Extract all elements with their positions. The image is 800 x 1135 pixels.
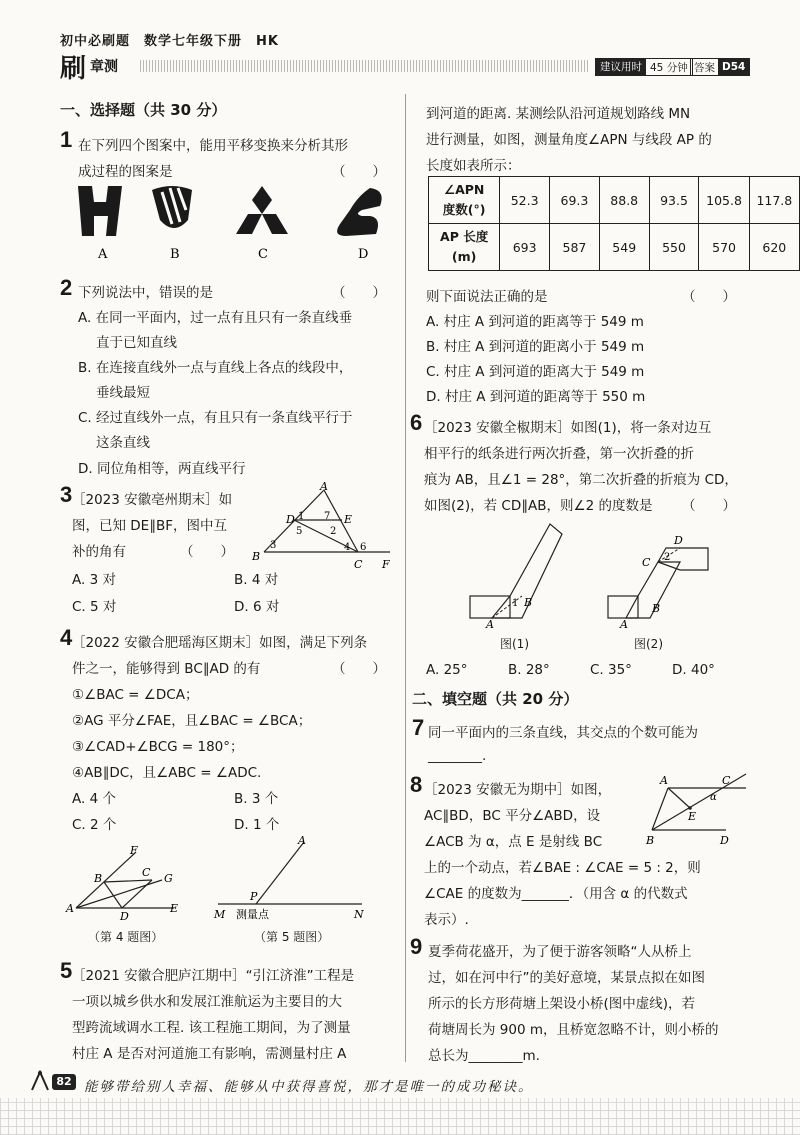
point-label: C xyxy=(722,774,731,787)
option-text: C. 经过直线外一点，有且只有一条直线平行于 xyxy=(78,410,353,426)
answer-paren: （ ） xyxy=(682,498,736,514)
footer-grid xyxy=(0,1098,800,1135)
option-text: B. 3 个 xyxy=(234,791,279,807)
point-label: D xyxy=(674,534,683,547)
question-text: 在下列四个图案中，能用平移变换来分析其形 xyxy=(78,138,348,154)
figure-caption: （第 5 题图） xyxy=(254,930,330,944)
point-caption: 测量点 xyxy=(236,908,269,920)
table-header-cell xyxy=(429,177,500,224)
option-text: C. 5 对 xyxy=(72,599,117,615)
pattern-label: D xyxy=(358,247,369,262)
point-label: E xyxy=(344,513,353,526)
angle-label: 1 xyxy=(512,598,519,609)
question-text: 进行测量，如图，测量角度∠APN 与线段 AP 的 xyxy=(426,132,712,148)
pattern-d-icon xyxy=(337,188,382,236)
question-text: 村庄 A 是否对河道施工有影响，需测量村庄 A xyxy=(72,1046,347,1062)
point-label: A xyxy=(66,902,74,915)
table-header-line: AP 长度 xyxy=(440,229,489,244)
measurement-table xyxy=(428,176,800,271)
question-text: 总长为________m. xyxy=(428,1048,540,1064)
option-text: 直于已知直线 xyxy=(96,335,177,351)
question-number: 7 xyxy=(412,715,425,740)
point-label: E xyxy=(688,810,697,823)
answer-ref-label: 答案 xyxy=(694,61,715,74)
question-text: 一项以城乡供水和发展江淮航运为主要目的大 xyxy=(72,994,342,1010)
answer-paren: （ ） xyxy=(682,289,736,305)
question-number: 5 xyxy=(60,958,73,983)
table-cell: 69.3 xyxy=(550,177,600,224)
point-label: A xyxy=(620,618,628,630)
pattern-label: C xyxy=(258,247,268,262)
question-number: 3 xyxy=(60,482,73,507)
question-number: 9 xyxy=(410,934,423,959)
section-subtitle: 章测 xyxy=(90,59,118,75)
table-cell: 570 xyxy=(699,224,749,271)
question-text: 到河道的距离. 某测绘队沿河道规划路线 MN xyxy=(426,106,691,122)
pattern-label: A xyxy=(98,247,108,262)
condition-text: ①∠BAC = ∠DCA； xyxy=(72,687,199,703)
option-text: D. 同位角相等，两直线平行 xyxy=(78,461,246,477)
blank-line: ________. xyxy=(428,748,487,764)
point-label: A xyxy=(486,618,494,630)
point-label: A xyxy=(298,834,306,847)
option-text: A. 25° xyxy=(426,662,468,678)
question-text: 上的一个动点，若∠BAE : ∠CAE = 5 : 2，则 xyxy=(424,860,701,876)
option-text: 垂线最短 xyxy=(96,385,150,401)
point-label: C xyxy=(142,866,151,879)
option-text: D. 6 对 xyxy=(234,599,280,615)
question-text: 表示）. xyxy=(424,912,469,928)
pattern-label: B xyxy=(170,247,180,262)
q3-figure xyxy=(250,480,400,572)
angle-label: 5 xyxy=(296,526,303,537)
angle-label: 4 xyxy=(344,542,351,553)
option-text: 这条直线 xyxy=(96,435,150,451)
option-text: A. 4 个 xyxy=(72,791,116,807)
question-text: 如图(2)，若 CD∥AB，则∠2 的度数是 xyxy=(424,498,653,514)
answer-paren: （ ） xyxy=(332,285,386,301)
question-text: 同一平面内的三条直线，其交点的个数可能为 xyxy=(428,725,698,741)
option-text: A. 村庄 A 到河道的距离等于 549 m xyxy=(426,314,644,330)
angle-label: 1 xyxy=(298,511,305,522)
point-label: B xyxy=(94,872,103,885)
answer-paren: （ ） xyxy=(180,544,234,560)
question-text: 补的角有 xyxy=(72,544,126,560)
angle-label: 2 xyxy=(664,552,671,563)
table-cell: 117.8 xyxy=(749,177,799,224)
question-number: 8 xyxy=(410,772,423,797)
question-text: AC∥BD，BC 平分∠ABD，设 xyxy=(424,808,601,824)
table-cell: 549 xyxy=(599,224,649,271)
pattern-a-icon xyxy=(78,186,122,236)
point-label: D xyxy=(720,834,729,846)
answer-paren: （ ） xyxy=(332,164,386,180)
section-logo: 刷 xyxy=(60,54,87,84)
q6-figures xyxy=(452,520,752,630)
option-text: C. 2 个 xyxy=(72,817,117,833)
point-label: B xyxy=(524,596,533,609)
answer-ref-page: D54 xyxy=(718,59,749,75)
point-label: D xyxy=(286,513,295,526)
table-header-line: 度数(°) xyxy=(442,202,486,217)
option-text: B. 28° xyxy=(508,662,550,678)
angle-label: 6 xyxy=(360,542,367,553)
table-row xyxy=(429,177,800,224)
point-label: F xyxy=(382,558,390,571)
answer-paren: （ ） xyxy=(332,661,386,677)
angle-label: 7 xyxy=(324,511,331,522)
table-cell: 93.5 xyxy=(649,177,699,224)
suggested-time-box xyxy=(595,58,693,76)
point-label: P xyxy=(250,890,258,903)
question-text: 夏季荷花盛开，为了便于游客领略“人从桥上 xyxy=(428,944,692,960)
answer-ref-box xyxy=(690,58,750,76)
point-label: A xyxy=(660,774,668,787)
table-header-cell xyxy=(429,224,500,271)
condition-text: ③∠CAD+∠BCG = 180°； xyxy=(72,739,244,755)
table-row xyxy=(429,224,800,271)
question-text: 所示的长方形荷塘上架设小桥(图中虚线)，若 xyxy=(428,996,696,1012)
suggested-time-value: 45 分钟 xyxy=(650,61,688,74)
question-number: 4 xyxy=(60,625,73,650)
footer-motto: 能够带给别人幸福、能够从中获得喜悦，那才是唯一的成功秘诀。 xyxy=(84,1079,534,1095)
q1-patterns xyxy=(70,180,400,262)
option-text: D. 村庄 A 到河道的距离等于 550 m xyxy=(426,389,646,405)
option-text: B. 村庄 A 到河道的距离小于 549 m xyxy=(426,339,645,355)
column-divider xyxy=(405,94,406,1062)
question-text: 图，已知 DE∥BF，图中互 xyxy=(72,518,227,534)
question-text: 成过程的图案是 xyxy=(78,164,173,180)
suggested-time-label: 建议用时 xyxy=(596,59,646,75)
point-label: C xyxy=(642,556,651,569)
option-text: C. 35° xyxy=(590,662,632,678)
point-label: D xyxy=(120,910,129,922)
q4-figure xyxy=(64,842,194,922)
question-text: ∠ACB 为 α，点 E 是射线 BC xyxy=(424,834,603,850)
question-text: 则下面说法正确的是 xyxy=(426,289,548,305)
point-label: M xyxy=(214,908,226,920)
table-cell: 620 xyxy=(749,224,799,271)
figure-caption: （第 4 题图） xyxy=(88,930,164,944)
point-label: F xyxy=(130,844,138,857)
question-text: 相平行的纸条进行两次折叠，第一次折叠的折 xyxy=(424,446,694,462)
question-text: ［2023 安徽亳州期末］如 xyxy=(72,492,233,508)
point-label: E xyxy=(170,902,179,915)
question-text: ［2023 安徽无为期中］如图， xyxy=(424,782,612,798)
option-text: D. 1 个 xyxy=(234,817,280,833)
question-text: 荷塘周长为 900 m，且桥宽忽略不计，则小桥的 xyxy=(428,1022,719,1038)
table-cell: 693 xyxy=(500,224,550,271)
pattern-c-icon xyxy=(236,186,288,234)
question-text: ［2022 安徽合肥瑶海区期末］如图，满足下列条 xyxy=(72,635,368,651)
angle-label: 3 xyxy=(270,540,277,551)
point-label: G xyxy=(164,872,173,885)
condition-text: ②AG 平分∠FAE，且∠BAC = ∠BCA； xyxy=(72,713,312,729)
option-text: B. 在连接直线外一点与直线上各点的线段中， xyxy=(78,360,353,376)
point-label: B xyxy=(252,550,261,563)
figure-caption: 图(2) xyxy=(634,637,663,651)
question-text: 过，如在河中行”的美好意境，某景点拟在如图 xyxy=(428,970,705,986)
table-header-line: (m) xyxy=(451,249,477,264)
question-text: 下列说法中，错误的是 xyxy=(78,285,213,301)
point-label: N xyxy=(354,908,364,920)
table-cell: 550 xyxy=(649,224,699,271)
question-text: 痕为 AB，且∠1 = 28°，第二次折叠的折痕为 CD， xyxy=(424,472,738,488)
q8-figure xyxy=(640,770,752,846)
q5-figure xyxy=(212,834,372,920)
option-text: A. 在同一平面内，过一点有且只有一条直线垂 xyxy=(78,310,353,326)
question-text: 型跨流域调水工程. 该工程施工期间，为了测量 xyxy=(72,1020,351,1036)
table-header-line: ∠APN xyxy=(443,182,485,197)
angle-label: α xyxy=(710,792,717,803)
point-label: A xyxy=(320,480,328,493)
table-cell: 88.8 xyxy=(599,177,649,224)
section-heading-choice: 一、选择题（共 30 分） xyxy=(60,101,227,119)
table-cell: 52.3 xyxy=(500,177,550,224)
figure-caption: 图(1) xyxy=(500,637,529,651)
question-text: 长度如表所示： xyxy=(426,158,521,174)
question-number: 1 xyxy=(60,127,73,152)
book-title: 初中必刷题 数学七年级下册 HK xyxy=(60,34,279,49)
question-number: 6 xyxy=(410,410,423,435)
table-cell: 105.8 xyxy=(699,177,749,224)
table-cell: 587 xyxy=(550,224,600,271)
option-text: C. 村庄 A 到河道的距离大于 549 m xyxy=(426,364,645,380)
option-text: D. 40° xyxy=(672,662,715,678)
page-number: 82 xyxy=(52,1074,76,1090)
option-text: B. 4 对 xyxy=(234,572,279,588)
question-text: ［2021 安徽合肥庐江期中］“引江济淮”工程是 xyxy=(72,968,355,984)
question-number: 2 xyxy=(60,275,73,300)
point-label: B xyxy=(652,602,661,615)
question-text: ［2023 安徽全椒期末］如图(1)，将一条对边互 xyxy=(424,420,712,436)
angle-label: 2 xyxy=(330,526,337,537)
point-label: B xyxy=(646,834,655,846)
header-stripe xyxy=(140,60,588,72)
section-heading-fill: 二、填空题（共 20 分） xyxy=(412,690,579,708)
condition-text: ④AB∥DC，且∠ABC = ∠ADC. xyxy=(72,765,262,781)
question-text: ∠CAE 的度数为_______．（用含 α 的代数式 xyxy=(424,886,688,902)
point-label: C xyxy=(354,558,363,571)
question-text: 件之一，能够得到 BC∥AD 的有 xyxy=(72,661,261,677)
option-text: A. 3 对 xyxy=(72,572,116,588)
